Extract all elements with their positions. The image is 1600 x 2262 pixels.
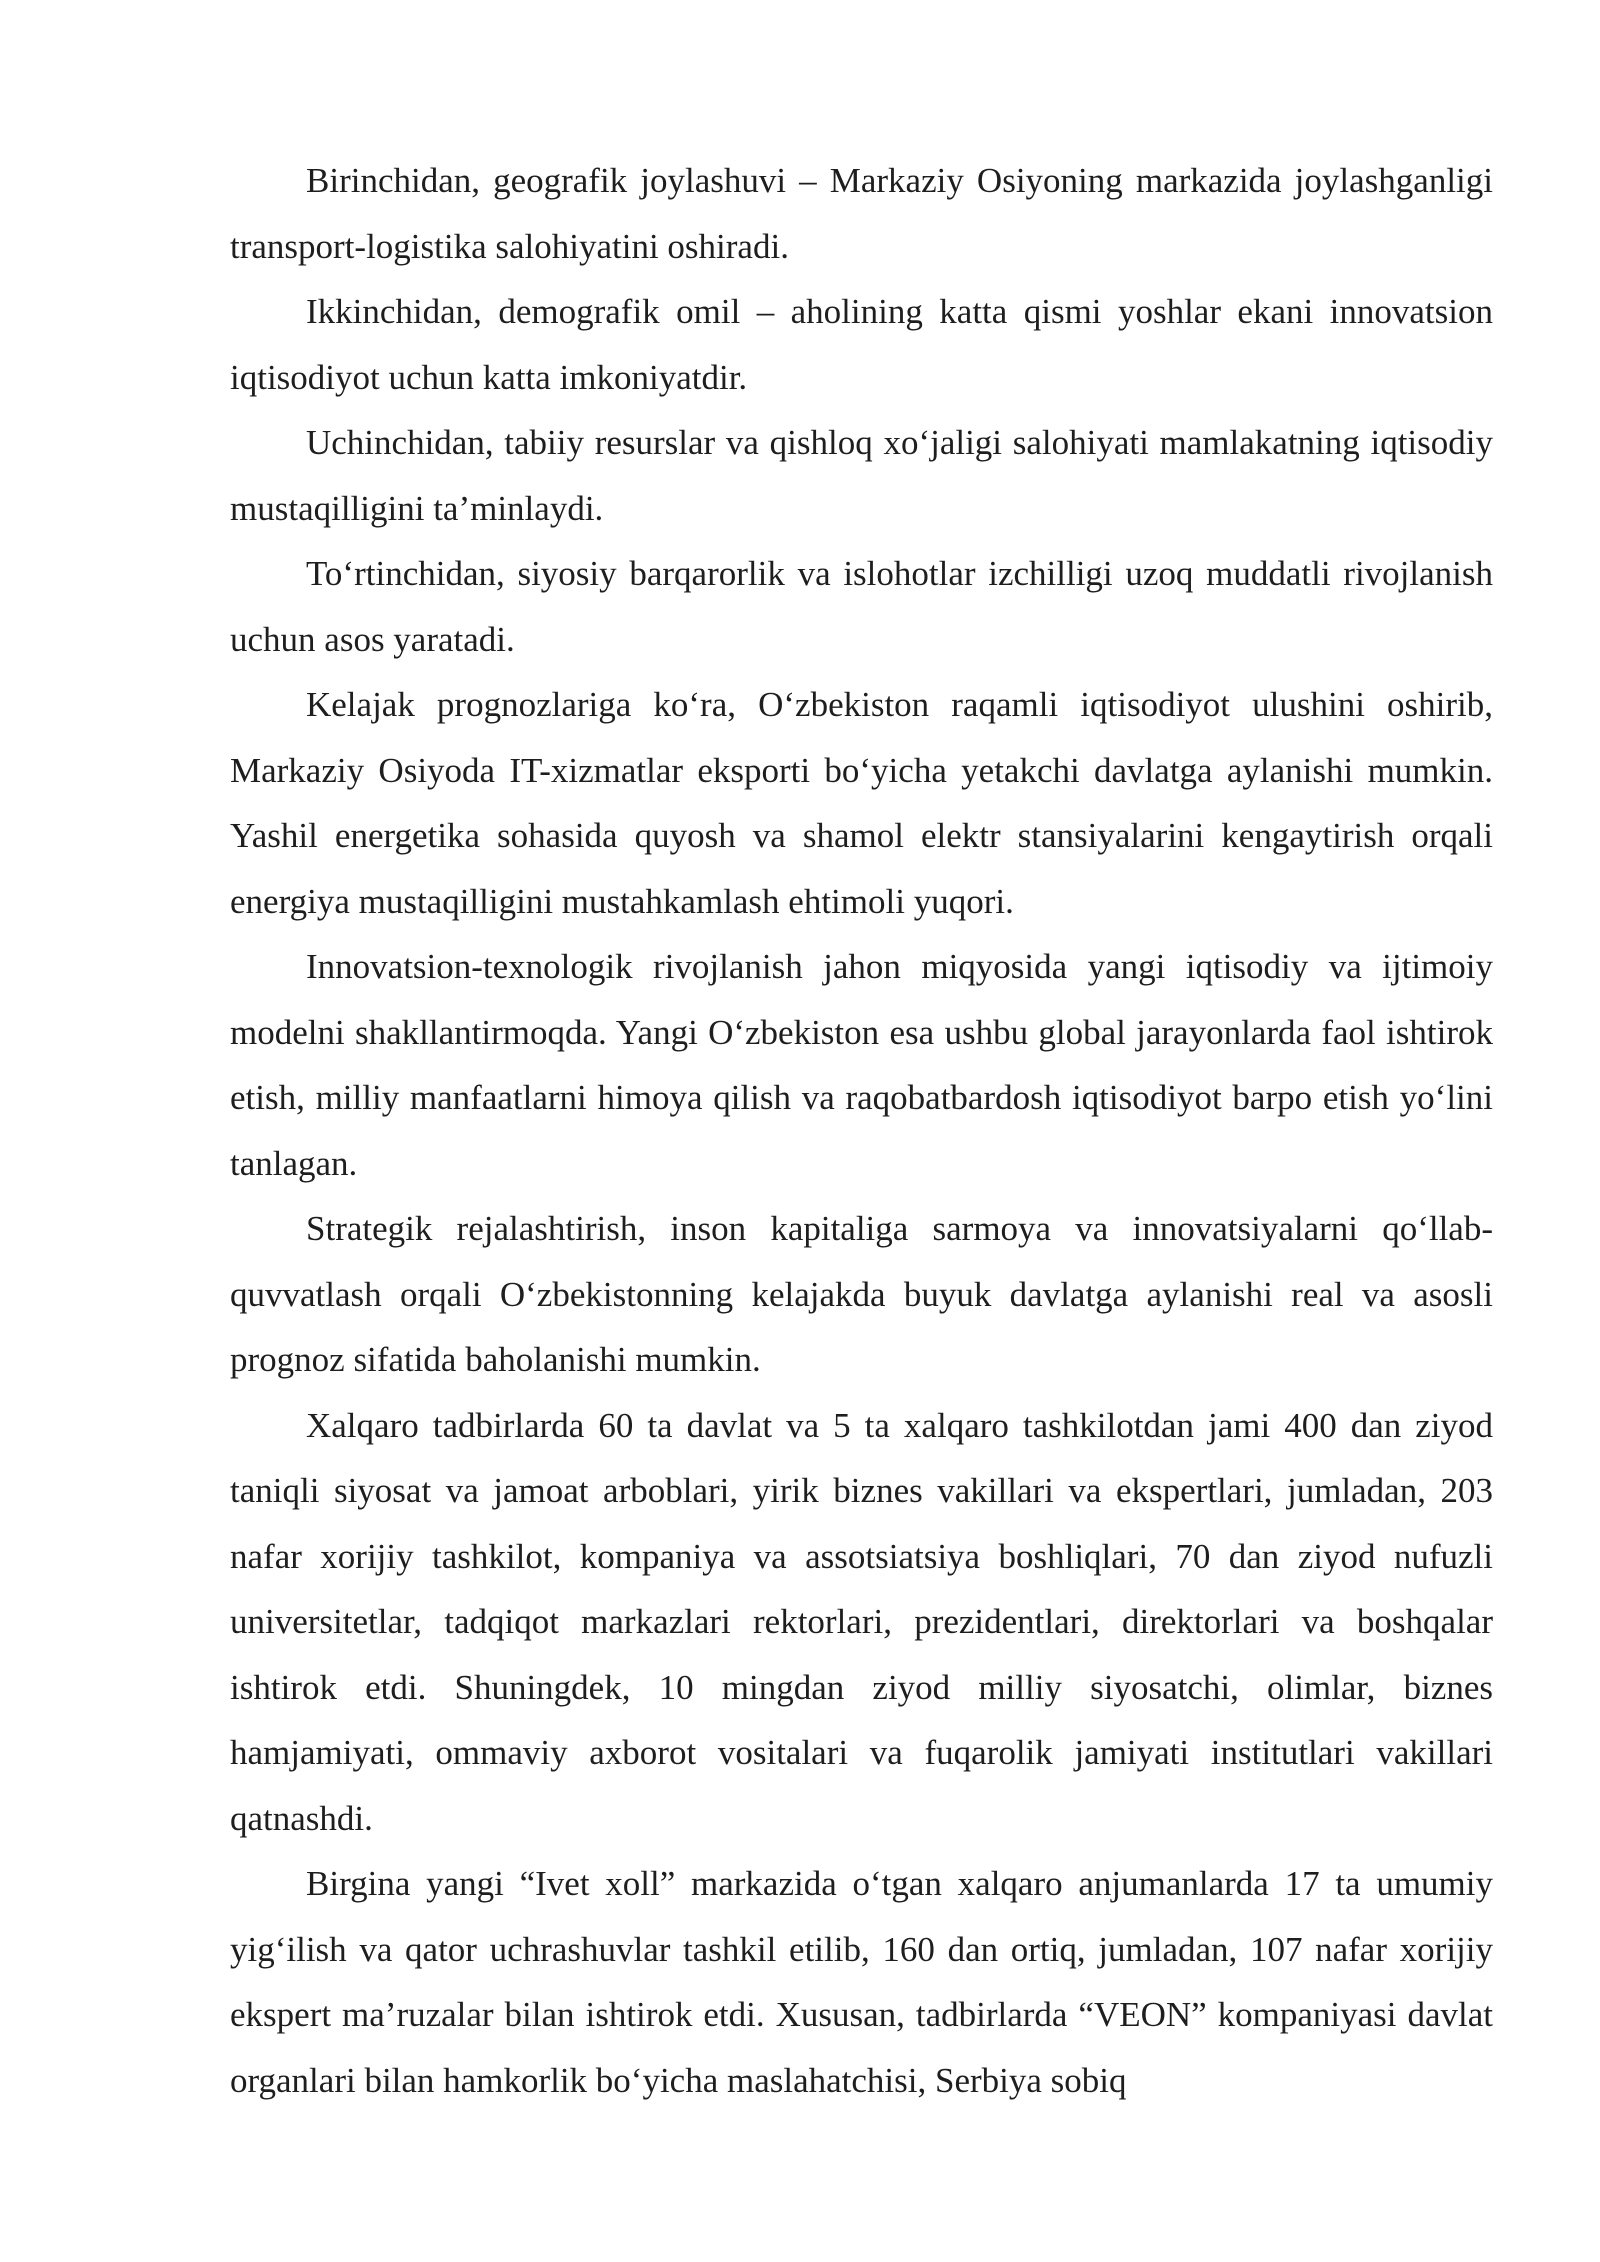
paragraph-1: Birinchidan, geografik joylashuvi – Markaziy Osiyoning markazida joylashganligi transport-logistika salohiyatini oshiradi. xyxy=(230,161,1493,266)
document-body xyxy=(230,148,1493,2113)
paragraph-6: Innovatsion-texnologik rivojlanish jahon miqyosida yangi iqtisodiy va ijtimoiy modelni shakllantirmoqda. Yangi O‘zbekiston esa ushbu global jarayonlarda faol ishtirok etish, milliy manfaatlarni himoya qilish va raqobatbardosh iqtisodiyot barpo etish yo‘lini tanlagan. xyxy=(230,947,1493,1183)
paragraph-7: Strategik rejalashtirish, inson kapitaliga sarmoya va innovatsiyalarni qo‘llab-quvvatlash orqali O‘zbekistonning kelajakda buyuk davlatga aylanishi real va asosli prognoz sifatida baholanishi mumkin. xyxy=(230,1209,1493,1379)
paragraph-9: Birgina yangi “Ivet xoll” markazida o‘tgan xalqaro anjumanlarda 17 ta umumiy yig‘ilish va qator uchrashuvlar tashkil etilib, 160 dan ortiq, jumladan, 107 nafar xorijiy ekspert ma’ruzalar bilan ishtirok etdi. Xususan, tadbirlarda “VEON” kompaniyasi davlat organlari bilan hamkorlik bo‘yicha maslahatchisi, Serbiya sobiq xyxy=(230,1864,1493,2100)
paragraph-5: Kelajak prognozlariga ko‘ra, O‘zbekiston raqamli iqtisodiyot ulushini oshirib, Markaziy Osiyoda IT-xizmatlar eksporti bo‘yicha yetakchi davlatga aylanishi mumkin. Yashil energetika sohasida quyosh va shamol elektr stansiyalarini kengaytirish orqali energiya mustaqilligini mustahkamlash ehtimoli yuqori. xyxy=(230,685,1493,921)
paragraph-2: Ikkinchidan, demografik omil – aholining katta qismi yoshlar ekani innovatsion iqtisodiyot uchun katta imkoniyatdir. xyxy=(230,292,1493,397)
paragraph-3: Uchinchidan, tabiiy resurslar va qishloq xo‘jaligi salohiyati mamlakatning iqtisodiy mustaqilligini ta’minlaydi. xyxy=(230,423,1493,528)
paragraph-8: Xalqaro tadbirlarda 60 ta davlat va 5 ta xalqaro tashkilotdan jami 400 dan ziyod taniqli siyosat va jamoat arboblari, yirik biznes vakillari va ekspertlari, jumladan, 203 nafar xorijiy tashkilot, kompaniya va assotsiatsiya boshliqlari, 70 dan ziyod nufuzli universitetlar, tadqiqot markazlari rektorlari, prezidentlari, direktorlari va boshqalar ishtirok etdi. Shuningdek, 10 mingdan ziyod milliy siyosatchi, olimlar, biznes hamjamiyati, ommaviy axborot vositalari va fuqarolik jamiyati institutlari vakillari qatnashdi. xyxy=(230,1405,1493,1838)
paragraph-4: To‘rtinchidan, siyosiy barqarorlik va islohotlar izchilligi uzoq muddatli rivojlanish uchun asos yaratadi. xyxy=(230,554,1493,659)
